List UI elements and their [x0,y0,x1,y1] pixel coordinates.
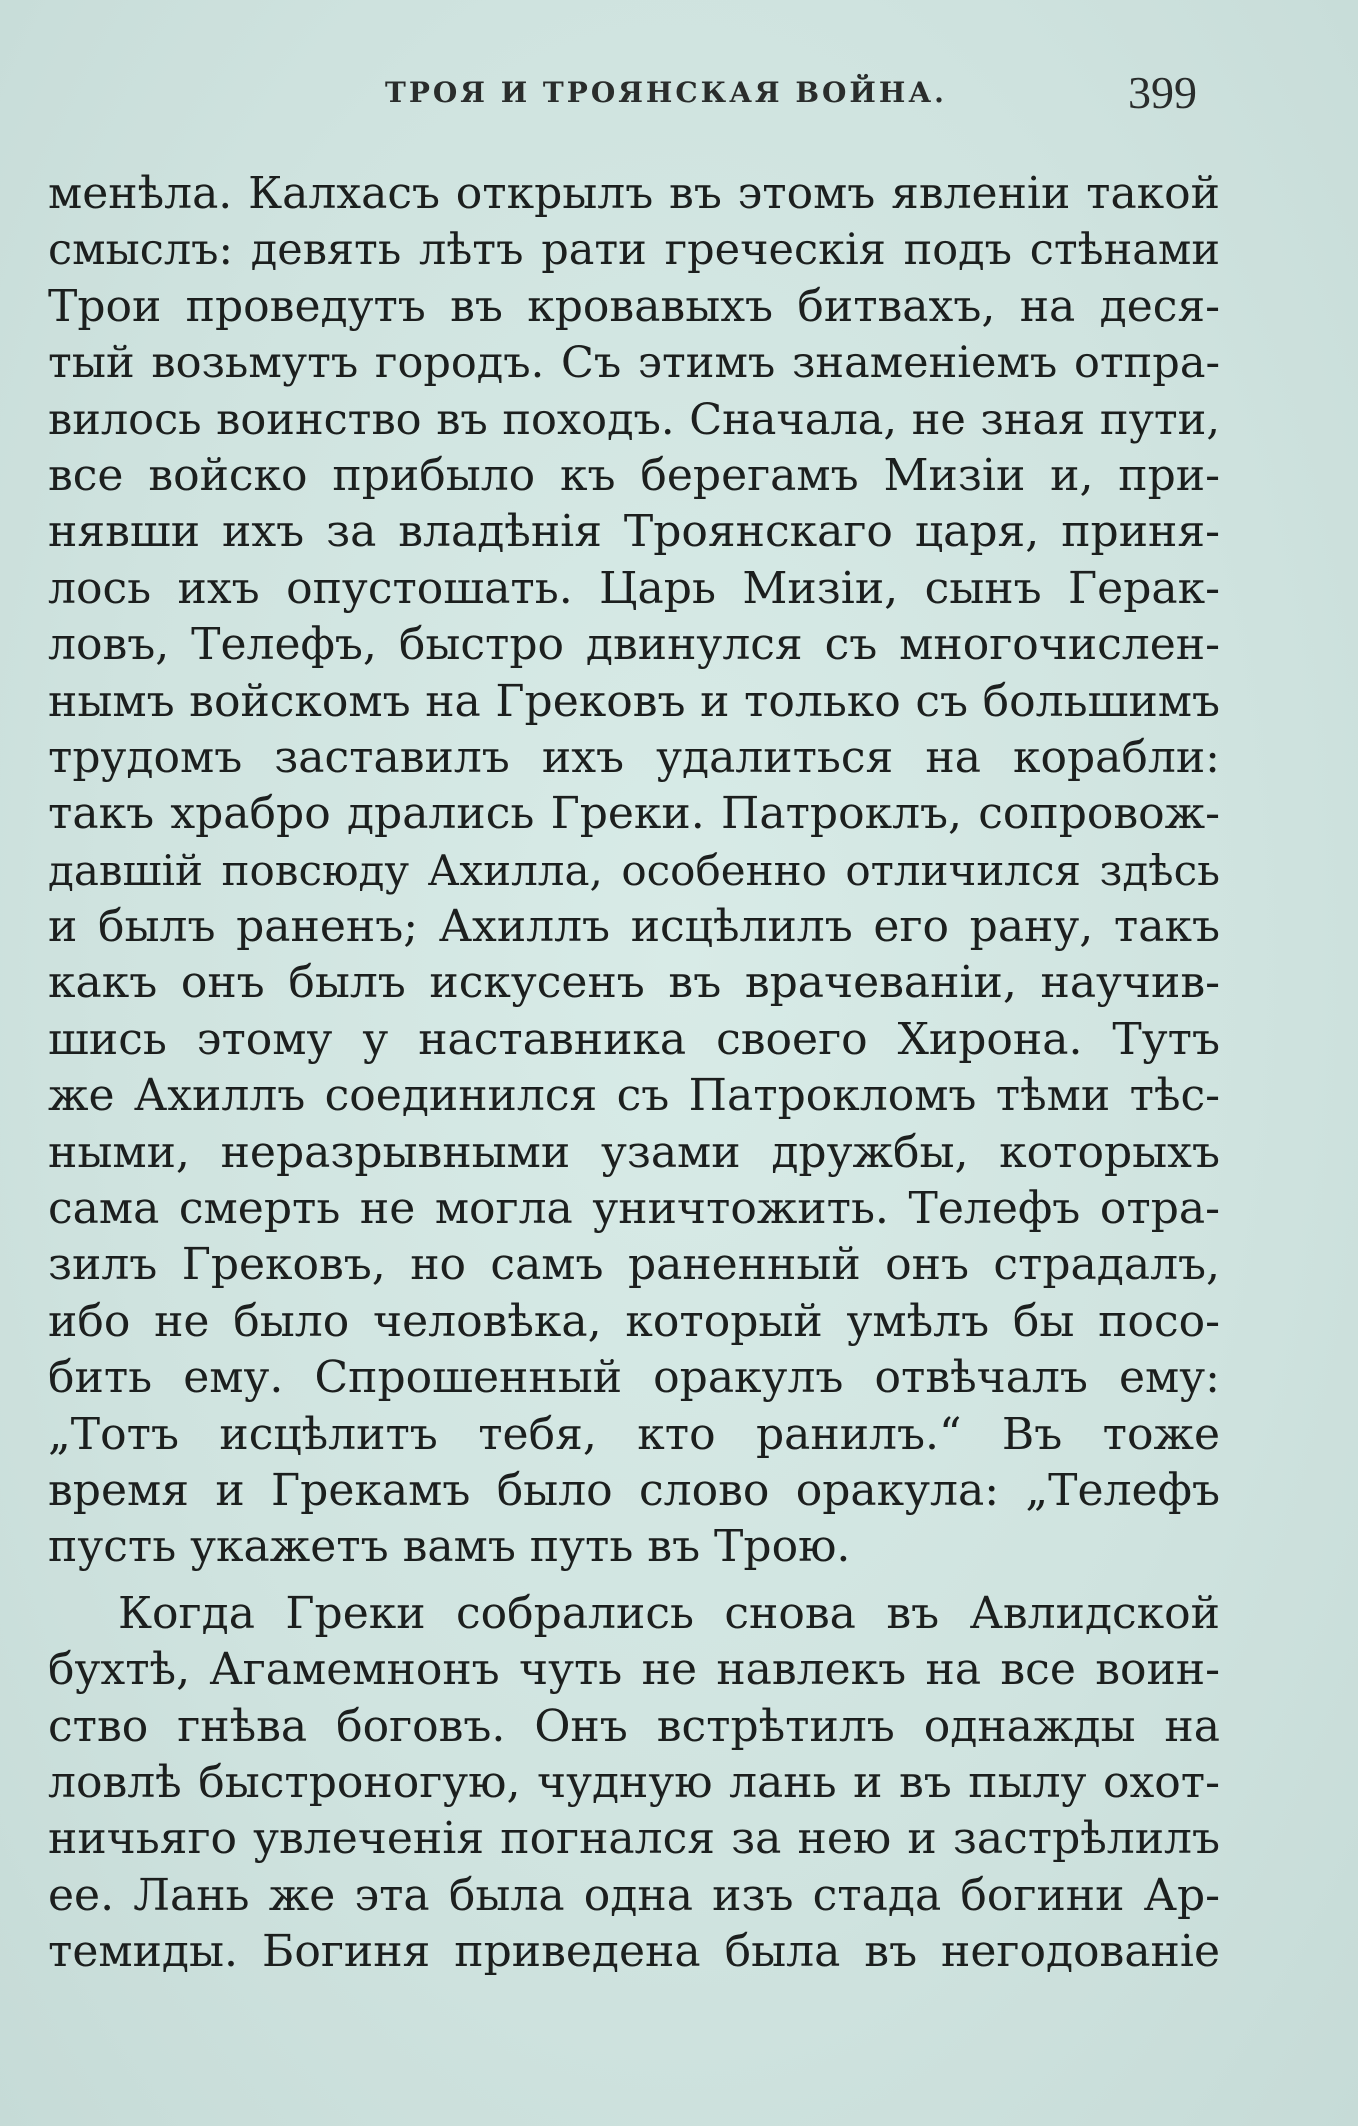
text-line: ство гнѣва боговъ. Онъ встрѣтилъ однажды на [48,1700,1220,1752]
paragraph-1 [48,166,1220,1576]
text-line: и былъ раненъ; Ахиллъ исцѣлилъ его рану, такъ [48,901,1220,953]
text-line: ными, неразрывными узами дружбы, которыхъ [48,1126,1220,1178]
text-line: время и Грекамъ было слово оракула: „Телефъ [48,1464,1220,1516]
text-line: вилось воинство въ походъ. Сначала, не зная пути, [48,394,1220,445]
text-line: такъ храбро дрались Греки. Патроклъ, сопровож- [48,788,1220,840]
body-text [48,166,1220,1981]
text-line: бухтѣ, Агамемнонъ чуть не навлекъ на все воин- [48,1644,1220,1696]
running-header [0,67,1358,132]
paragraph-2 [48,1586,1220,1981]
text-line: ничьяго увлеченія погнался за нею и застрѣлилъ [48,1813,1220,1865]
text-line: зилъ Грековъ, но самъ раненный онъ страдалъ, [48,1239,1220,1291]
page-number: 399 [1128,67,1197,118]
text-line: все войско прибыло къ берегамъ Мизіи и, при- [48,449,1220,501]
text-line: ибо не было человѣка, который умѣлъ бы посо- [48,1295,1220,1347]
text-line: смыслъ: девять лѣтъ рати греческія подъ стѣнами [48,225,1220,276]
text-line: нымъ войскомъ на Грековъ и только съ большимъ [48,675,1220,727]
running-title: ТРОЯ И ТРОЯНСКАЯ ВОЙНА. [385,76,947,109]
text-line: Трои проведутъ въ кровавыхъ битвахъ, на деся- [48,280,1220,332]
text-line: же Ахиллъ соединился съ Патрокломъ тѣми тѣс- [48,1070,1220,1122]
text-line: менѣла. Калхасъ открылъ въ этомъ явленіи такой [48,168,1220,219]
text-line: ее. Лань же эта была одна изъ стада богини Ар- [48,1869,1220,1921]
text-line: пусть укажетъ вамъ путь въ Трою. [48,1521,851,1573]
text-line: ловлѣ быстроногую, чудную лань и въ пылу охот- [48,1756,1220,1808]
text-line: какъ онъ былъ искусенъ въ врачеваніи, научив- [48,957,1220,1009]
text-line: „Тотъ исцѣлитъ тебя, кто ранилъ.“ Въ тоже [48,1408,1220,1460]
text-line: трудомъ заставилъ ихъ удалиться на корабли: [48,731,1220,783]
text-line: Когда Греки собрались снова въ Авлидской [118,1587,1220,1639]
text-line: нявши ихъ за владѣнія Троянскаго царя, приня- [48,506,1220,558]
text-line: лось ихъ опустошать. Царь Мизіи, сынъ Герак- [48,562,1220,614]
text-line: бить ему. Спрошенный оракулъ отвѣчалъ ему: [48,1352,1220,1404]
text-line: тый возьмутъ городъ. Съ этимъ знаменіемъ отпра- [48,338,1220,389]
text-line: сама смерть не могла уничтожить. Телефъ отра- [48,1183,1220,1235]
text-line: шись этому у наставника своего Хирона. Тутъ [48,1013,1220,1065]
text-line: ловъ, Телефъ, быстро двинулся съ многочислен- [48,619,1220,671]
text-line: давшій повсюду Ахилла, особенно отличился здѣсь [48,845,1220,895]
text-line: темиды. Богиня приведена была въ негодованіе [48,1926,1220,1978]
